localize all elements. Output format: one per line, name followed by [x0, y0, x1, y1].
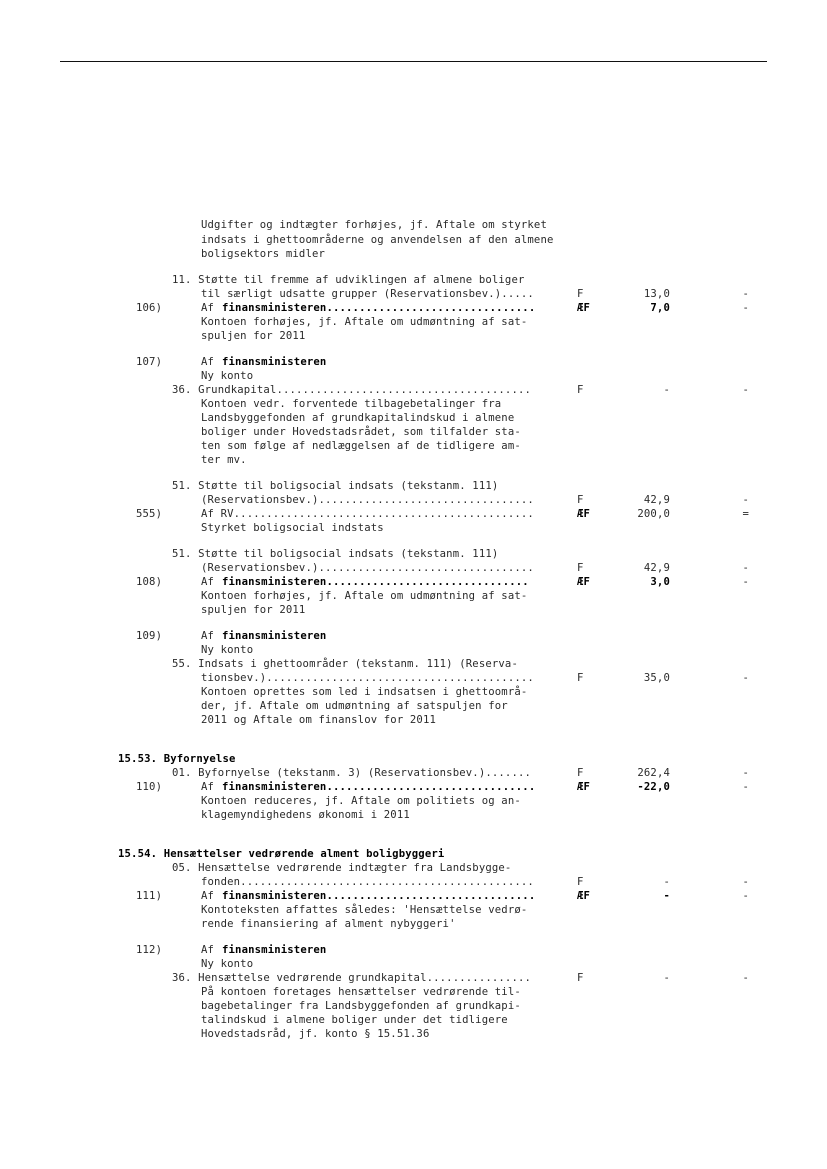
amount-value: 42,9: [643, 562, 670, 574]
header-rule: [60, 61, 767, 62]
text-line: 109): [136, 630, 163, 642]
text-line: spuljen for 2011: [201, 330, 306, 342]
account-flag: F: [577, 972, 584, 984]
text-line: Landsbyggefonden af grundkapitalindskud i almene: [201, 412, 515, 424]
text-line: spuljen for 2011: [201, 604, 306, 616]
amount-value: 35,0: [643, 672, 670, 684]
account-flag: F: [577, 767, 584, 779]
text-line: 15.54. Hensættelser vedrørende alment boligbyggeri: [118, 848, 445, 860]
text-line: (Reservationsbev.).................................: [201, 562, 534, 574]
account-flag: ÆF: [577, 508, 591, 520]
text-line: Kontoen forhøjes, jf. Aftale om udmøntning af sat-: [201, 590, 528, 602]
text-line: 111): [136, 890, 163, 902]
text-line: der, jf. Aftale om udmøntning af satspuljen for: [201, 700, 508, 712]
amount-dash: -: [742, 767, 749, 779]
amount-dash: -: [742, 890, 749, 902]
text-line: indsats i ghettoområderne og anvendelsen af den almene: [201, 234, 554, 246]
text-line: På kontoen foretages hensættelser vedrørende til-: [201, 986, 521, 998]
text-line: 15.53. Byfornyelse: [118, 753, 236, 765]
text-line: talindskud i almene boliger under det tidligere: [201, 1014, 508, 1026]
text-line: 51. Støtte til boligsocial indsats (tekstanm. 111): [172, 480, 499, 492]
text-line: Kontoteksten affattes således: 'Hensættelse vedrø-: [201, 904, 528, 916]
text-line: Kontoen forhøjes, jf. Aftale om udmøntning af sat-: [201, 316, 528, 328]
amount-dash: -: [742, 876, 749, 888]
text-line: Styrket boligsocial indstats: [201, 522, 384, 534]
account-flag: F: [577, 562, 584, 574]
amount-dash: -: [742, 384, 749, 396]
text-line: 2011 og Aftale om finanslov for 2011: [201, 714, 437, 726]
account-flag: F: [577, 384, 584, 396]
amount-dash: -: [742, 972, 749, 984]
text-line: til særligt udsatte grupper (Reservationsbev.).....: [201, 288, 534, 300]
account-flag: F: [577, 672, 584, 684]
amount-dash: -: [742, 288, 749, 300]
text-line: ten som følge af nedlæggelsen af de tidligere am-: [201, 440, 521, 452]
text-line: fonden.............................................: [201, 876, 534, 888]
amount-dash: -: [742, 562, 749, 574]
amount-value: 262,4: [637, 767, 670, 779]
amount-value: 200,0: [637, 508, 670, 520]
amount-dash: -: [742, 672, 749, 684]
text-line: Ny konto: [201, 958, 254, 970]
amount-value: -: [663, 384, 670, 396]
authority-label: finansministeren: [222, 630, 327, 642]
text-line: Af: [201, 781, 221, 793]
text-line: 108): [136, 576, 163, 588]
amount-value: 13,0: [643, 288, 670, 300]
text-line: 106): [136, 302, 163, 314]
text-line: boliger under Hovedstadsrådet, som tilfalder sta-: [201, 426, 521, 438]
amount-value: 7,0: [650, 302, 670, 314]
account-flag: ÆF: [577, 781, 591, 793]
amount-value: -22,0: [637, 781, 670, 793]
authority-label: finansministeren...............................: [222, 576, 529, 588]
text-line: Kontoen vedr. forventede tilbagebetalinger fra: [201, 398, 502, 410]
account-flag: F: [577, 876, 584, 888]
text-line: 107): [136, 356, 163, 368]
text-line: boligsektors midler: [201, 248, 326, 260]
text-line: ter mv.: [201, 454, 247, 466]
text-line: Af: [201, 302, 221, 314]
text-line: tionsbev.).........................................: [201, 672, 534, 684]
text-line: (Reservationsbev.).................................: [201, 494, 534, 506]
text-line: bagebetalinger fra Landsbyggefonden af grundkapi-: [201, 1000, 521, 1012]
text-line: 110): [136, 781, 163, 793]
text-line: 51. Støtte til boligsocial indsats (tekstanm. 111): [172, 548, 499, 560]
text-line: Hovedstadsråd, jf. konto § 15.51.36: [201, 1028, 430, 1040]
text-line: 36. Hensættelse vedrørende grundkapital................: [172, 972, 532, 984]
amount-value: -: [663, 876, 670, 888]
authority-label: finansministeren................................: [222, 302, 536, 314]
amount-dash: -: [742, 494, 749, 506]
text-line: Af: [201, 576, 221, 588]
amount-dash: -: [742, 576, 749, 588]
text-line: 112): [136, 944, 163, 956]
authority-label: finansministeren................................: [222, 781, 536, 793]
text-line: Udgifter og indtægter forhøjes, jf. Aftale om styrket: [201, 219, 547, 231]
text-line: Kontoen oprettes som led i indsatsen i ghettoområ-: [201, 686, 528, 698]
amount-dash: -: [742, 302, 749, 314]
amount-value: 3,0: [650, 576, 670, 588]
text-line: 11. Støtte til fremme af udviklingen af almene boliger: [172, 274, 525, 286]
text-line: Af: [201, 944, 221, 956]
text-line: klagemyndighedens økonomi i 2011: [201, 809, 410, 821]
text-line: rende finansiering af alment nybyggeri': [201, 918, 456, 930]
text-line: Af: [201, 630, 221, 642]
authority-label: finansministeren: [222, 356, 327, 368]
account-flag: ÆF: [577, 302, 591, 314]
amount-value: -: [663, 972, 670, 984]
account-flag: ÆF: [577, 890, 591, 902]
amount-dash: =: [742, 508, 749, 520]
amount-value: -: [663, 890, 670, 902]
authority-label: finansministeren................................: [222, 890, 536, 902]
amount-dash: -: [742, 781, 749, 793]
amount-value: 42,9: [643, 494, 670, 506]
account-flag: ÆF: [577, 576, 591, 588]
text-line: 55. Indsats i ghettoområder (tekstanm. 111) (Reserva-: [172, 658, 518, 670]
text-line: Ny konto: [201, 370, 254, 382]
text-line: Af RV..............................................: [201, 508, 534, 520]
account-flag: F: [577, 494, 584, 506]
account-flag: F: [577, 288, 584, 300]
text-line: 05. Hensættelse vedrørende indtægter fra Landsbygge-: [172, 862, 512, 874]
text-line: Ny konto: [201, 644, 254, 656]
text-line: 36. Grundkapital.......................................: [172, 384, 532, 396]
text-line: 01. Byfornyelse (tekstanm. 3) (Reservationsbev.).......: [172, 767, 532, 779]
text-line: 555): [136, 508, 163, 520]
authority-label: finansministeren: [222, 944, 327, 956]
text-line: Af: [201, 890, 221, 902]
text-line: Kontoen reduceres, jf. Aftale om politiets og an-: [201, 795, 521, 807]
text-line: Af: [201, 356, 221, 368]
